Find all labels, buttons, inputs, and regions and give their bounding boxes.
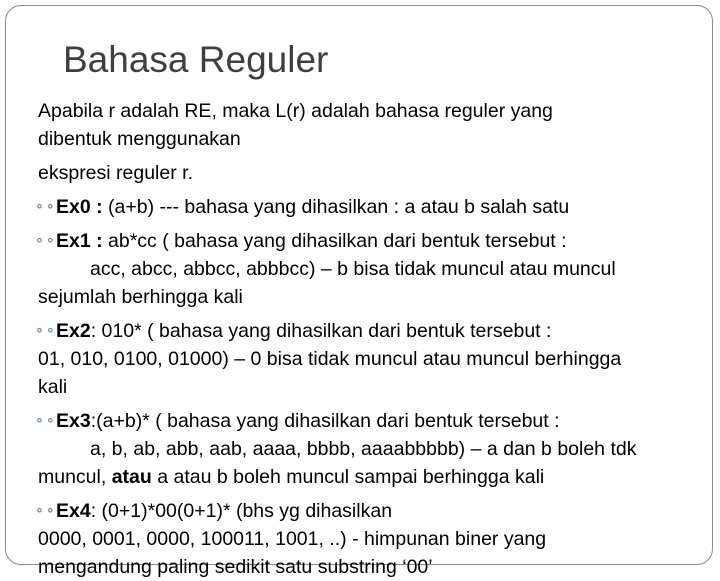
ex1-label: Ex1 : — [56, 230, 103, 252]
example-ex0 — [34, 193, 688, 221]
example-ex1 — [34, 227, 688, 255]
ex1-line-1: ab*cc ( bahasa yang dihasilkan dari bentuk tersebut : — [102, 230, 567, 252]
ex2-line-1: : 010* ( bahasa yang dihasilkan dari bentuk tersebut : — [90, 320, 552, 342]
ex3-line-1: :(a+b)* ( bahasa yang dihasilkan dari bentuk tersebut : — [90, 410, 560, 432]
ex3-line-3-pre: muncul, — [38, 466, 112, 488]
ex3-line-3-bold: atau — [111, 466, 152, 488]
ex1-line-2: acc, abcc, abbcc, abbbcc) – b bisa tidak muncul atau muncul — [90, 258, 616, 280]
intro-line-3: ekspresi reguler r. — [38, 162, 193, 184]
bullet-icon: ⚬⚬ — [34, 233, 56, 248]
ex3-label: Ex3 — [56, 410, 91, 432]
example-ex2 — [34, 317, 688, 345]
ex2-label: Ex2 — [56, 320, 91, 342]
ex2-line-3: kali — [38, 376, 68, 398]
ex3-line-2: a, b, ab, abb, aab, aaaa, bbbb, aaaabbbbb) – a dan b boleh tdk — [90, 438, 637, 460]
ex3-line-3 — [38, 463, 688, 491]
ex4-line-1: : (0+1)*00(0+1)* (bhs yg dihasilkan — [90, 500, 393, 522]
slide-title: Bahasa Reguler — [63, 39, 329, 80]
bullet-icon: ⚬⚬ — [34, 413, 56, 428]
ex3-line-3-post: a atau b boleh muncul sampai berhingga kali — [151, 466, 545, 488]
ex0-text: (a+b) --- bahasa yang dihasilkan : a atau b salah satu — [102, 196, 570, 218]
bullet-icon: ⚬⚬ — [34, 199, 56, 214]
example-ex3 — [34, 407, 688, 435]
intro-line-1: Apabila r adalah RE, maka L(r) adalah bahasa reguler yang — [38, 100, 553, 122]
ex4-line-2: 0000, 0001, 0000, 100011, 1001, ..) - himpunan biner yang — [38, 528, 547, 550]
ex1-line-3: sejumlah berhingga kali — [38, 286, 243, 308]
example-ex4 — [34, 497, 688, 525]
slide-body — [34, 97, 688, 578]
ex0-label: Ex0 : — [56, 196, 103, 218]
ex4-line-3: mengandung paling sedikit satu substring ‘00’ — [38, 556, 433, 578]
ex2-line-2: 01, 010, 0100, 01000) – 0 bisa tidak muncul atau muncul berhingga — [38, 348, 622, 370]
bullet-icon: ⚬⚬ — [34, 503, 56, 518]
intro-line-2: dibentuk menggunakan — [38, 128, 241, 150]
ex4-label: Ex4 — [56, 500, 91, 522]
bullet-icon: ⚬⚬ — [34, 323, 56, 338]
